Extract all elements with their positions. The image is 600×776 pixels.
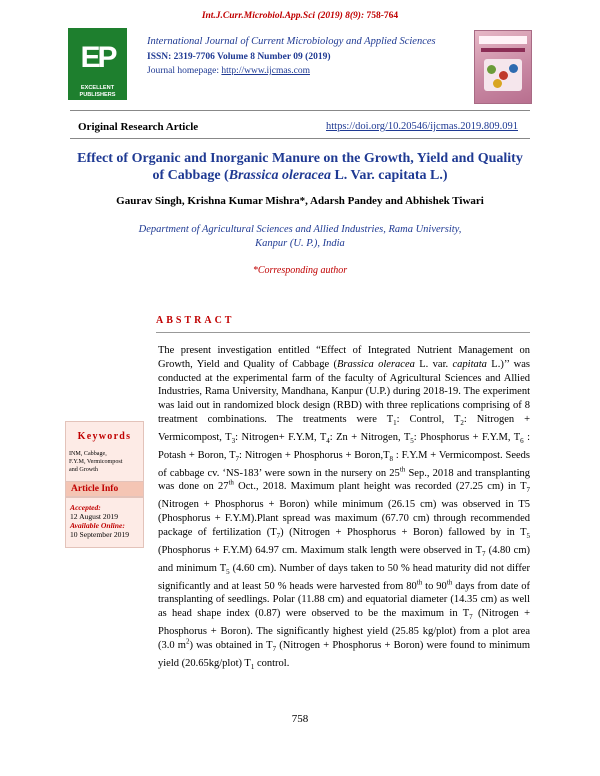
header-divider xyxy=(70,110,530,111)
keywords-box xyxy=(65,421,144,482)
journal-cover-image xyxy=(474,30,532,104)
accepted-label: Accepted: xyxy=(70,503,101,512)
publisher-logo xyxy=(68,28,127,100)
affiliation: Department of Agricultural Sciences and Allied Industries, Rama University, Kanpur (U. P.), India xyxy=(138,224,462,249)
logo-mark-icon: EP xyxy=(80,41,115,74)
accepted-date: 12 August 2019 xyxy=(70,512,119,521)
page-number: 758 xyxy=(291,713,309,725)
author-list: Gaurav Singh, Krishna Kumar Mishra*, Adarsh Pandey and Abhishek Tiwari xyxy=(116,195,484,207)
keyword-item: F.Y.M, Vermicompost xyxy=(69,459,123,466)
type-divider xyxy=(70,138,530,139)
keywords-title: Keywords xyxy=(77,431,132,442)
keyword-item: INM, Cabbage, xyxy=(69,451,107,457)
corresponding-author: *Corresponding author xyxy=(252,265,348,276)
logo-text: EXCELLENT PUBLISHERS xyxy=(79,85,116,98)
journal-name: International Journal of Current Microbiology and Applied Sciences xyxy=(147,36,436,47)
homepage-label: Journal homepage: xyxy=(147,66,220,76)
issn-line: ISSN: 2319-7706 Volume 8 Number 09 (2019) xyxy=(147,52,331,62)
citation-journal: Int.J.Curr.Microbiol.App.Sci xyxy=(201,11,316,21)
homepage-link[interactable]: http://www.ijcmas.com xyxy=(221,66,310,76)
article-type: Original Research Article xyxy=(78,121,199,133)
doi-link[interactable]: https://doi.org/10.20546/ijcmas.2019.809.091 xyxy=(325,121,518,132)
abstract-text: The present investigation entitled “Effect of Integrated Nutrient Management on Growth, Yield and Quality of Cabbage (Brassica oleracea L. var. capitata L.)’’ was conducted at the experimental farm of the faculty of Agricultural Sciences and Allied Industries, Rama University, Mandhana, Kanpur (U.P.) during 2018-19. The experiment was laid out in randomized block design (RBD) with three replications comprising of 8 treatment combinations. The treatments were $T_1$: Control, $T_2$: Nitrogen + Vermicompost, $T_3$: Nitrogen+ F.Y.M, $T_4$: Zn + Nitrogen, $T_5$: Phosphorus + F.Y.M, $T_6$ : Potash + Boron, $T_7$: Nitrogen + Phosphorus + $Boron,T_8$ : F.Y.M + Vermicompost. Seeds of cabbage cv. ‘NS-183’ were sown in the nursery on 25th Sep., 2018 and transplanting was done on 27th Oct., 2018. Maximum plant height was recorded (27.25 cm) in $T_7$ (Nitrogen + Phosphorus + Boron) while minimum (26.15 cm) was observed in T5 (Phosphorus + F.Y.M).Plant spread was maximum (67.70 cm) through recommended package of fertilization $(T_7)$ (Nitrogen + Phosphorus + Boron) fallowed by in $T_5$ (Phosphorus + F.Y.M) 64.97 cm. Maximum stalk length were observed in $T_7$ (4.80 cm) and minimum $T_5$ (4.60 cm). Number of days taken to 50 % head maturity did not differ significantly and at least 50 % heads were harvested from 80th to 90th days from date of transplanting of seedlings. Polar (11.88 cm) and equatorial diameter (14.35 cm) as well as head shape index (0.87) were observed to be the maximum in $T_7$ (Nitrogen + Phosphorus + Boron). The significantly highest yield (25.85 kg/plot) from a plot area (3.0 $m^2$) was obtained in $T_7$ (Nitrogen + Phosphorus + Boron) were found to minimum yield (20.65kg/plot) $T_1$ control. xyxy=(158,345,531,671)
journal-citation xyxy=(0,11,600,21)
citation-year-issue: (2019) 8(9): xyxy=(317,11,365,21)
dates-box xyxy=(65,497,144,548)
online-label: Available Online: xyxy=(70,521,125,530)
citation-pages: 758-764 xyxy=(366,11,399,21)
article-info-title: Article Info xyxy=(71,484,119,494)
article-info-box xyxy=(65,481,144,497)
journal-homepage xyxy=(147,66,310,76)
online-date: 10 September 2019 xyxy=(70,530,130,539)
abstract-divider xyxy=(156,332,530,333)
article-sidebar xyxy=(65,421,144,661)
article-title: Effect of Organic and Inorganic Manure on the Growth, Yield and Quality of Cabbage (Brassica oleracea L. Var. capitata L.) xyxy=(77,151,523,183)
keyword-item: and Growth xyxy=(69,467,98,474)
abstract-heading: ABSTRACT xyxy=(156,315,235,326)
keywords-list xyxy=(69,450,122,475)
scientific-name: Brassica oleracea xyxy=(228,168,331,183)
